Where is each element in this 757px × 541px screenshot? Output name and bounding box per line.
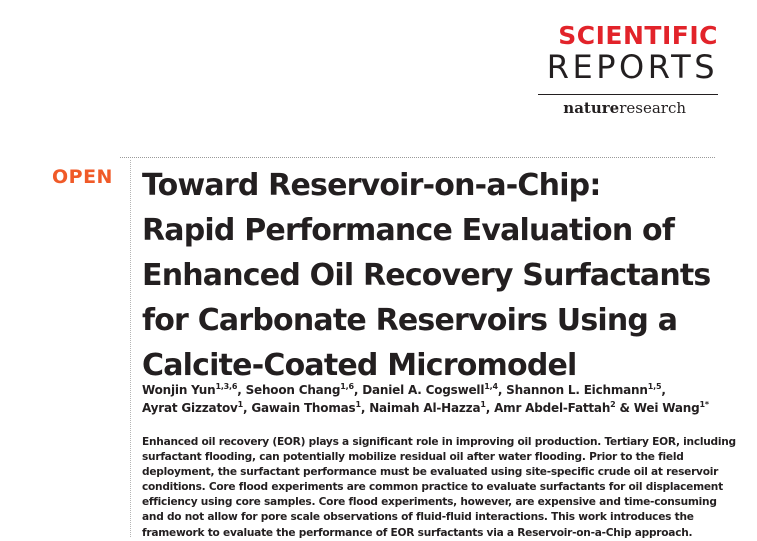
open-access-label: OPEN [52,166,113,188]
article-title [142,163,742,388]
margin-divider [130,160,131,537]
author-separator: & [615,401,634,415]
header-divider [120,157,715,158]
author-separator: , [360,401,370,415]
author-separator: , [243,401,252,415]
title-line: Rapid Performance Evaluation of [142,213,675,248]
author-separator: , [353,383,363,397]
abstract [142,435,742,541]
author-affiliation: 1,4 [484,382,498,391]
journal-name-line1: SCIENTIFIC [558,21,718,50]
abstract-line: surfactant flooding, can potentially mobilize residual oil after water flooding. Prior to the field [142,451,684,464]
author-affiliation: 1* [699,400,709,409]
author-name: Ayrat Gizzatov [142,401,238,415]
title-line: Calcite-Coated Micromodel [142,348,577,383]
abstract-line: conditions. Core flood experiments are common practice to evaluate surfactants for oil displacement [142,481,723,494]
author-affiliation: 2 [610,400,616,409]
author-name: Wei Wang [633,401,700,415]
author-separator: , [497,383,507,397]
author-line [142,399,732,417]
author-affiliation: 1,6 [340,382,354,391]
author-affiliation: 1,3,6 [215,382,238,391]
abstract-line: Enhanced oil recovery (EOR) plays a significant role in improving oil production. Tertiary EOR, including [142,436,736,448]
author-name: Shannon L. Eichmann [506,383,648,397]
author-affiliation: 1 [237,400,244,409]
author-list [142,381,732,417]
title-line: Enhanced Oil Recovery Surfactants [142,258,711,293]
journal-masthead [538,21,718,117]
abstract-line: deployment, the surfactant performance must be evaluated using site-specific crude oil at reservoir [142,466,719,479]
title-line: Toward Reservoir-on-a-Chip: [142,168,601,203]
author-affiliation: 1,5 [647,382,662,391]
title-line: for Carbonate Reservoirs Using a [142,303,678,338]
author-name: Amr Abdel-Fattah [494,401,611,415]
author-name: Sehoon Chang [245,383,341,397]
author-name: Wonjin Yun [142,383,216,397]
author-name: Naimah Al-Hazza [369,401,481,415]
publisher-name-rest: research [619,99,686,117]
author-separator: , [237,383,246,397]
author-separator: , [485,401,495,415]
author-name: Gawain Thomas [251,401,356,415]
abstract-line: and do not allow for pore scale observations of fluid-fluid interactions. This work introduces the [142,511,694,524]
author-affiliation: 1 [480,400,486,409]
journal-name-line2: REPORTS [546,48,718,86]
publisher-name-bold: nature [563,99,620,117]
author-name: Daniel A. Cogswell [362,383,485,397]
author-separator: , [661,383,666,397]
publisher-name [538,99,686,117]
author-line [142,381,732,399]
abstract-line: efficiency using core samples. Core flood experiments, however, are expensive and time-consuming [142,496,717,509]
abstract-line: framework to evaluate the performance of EOR surfactants via a Reservoir-on-a-Chip approach. [142,526,693,539]
masthead-rule [538,94,718,95]
author-affiliation: 1 [355,400,361,409]
